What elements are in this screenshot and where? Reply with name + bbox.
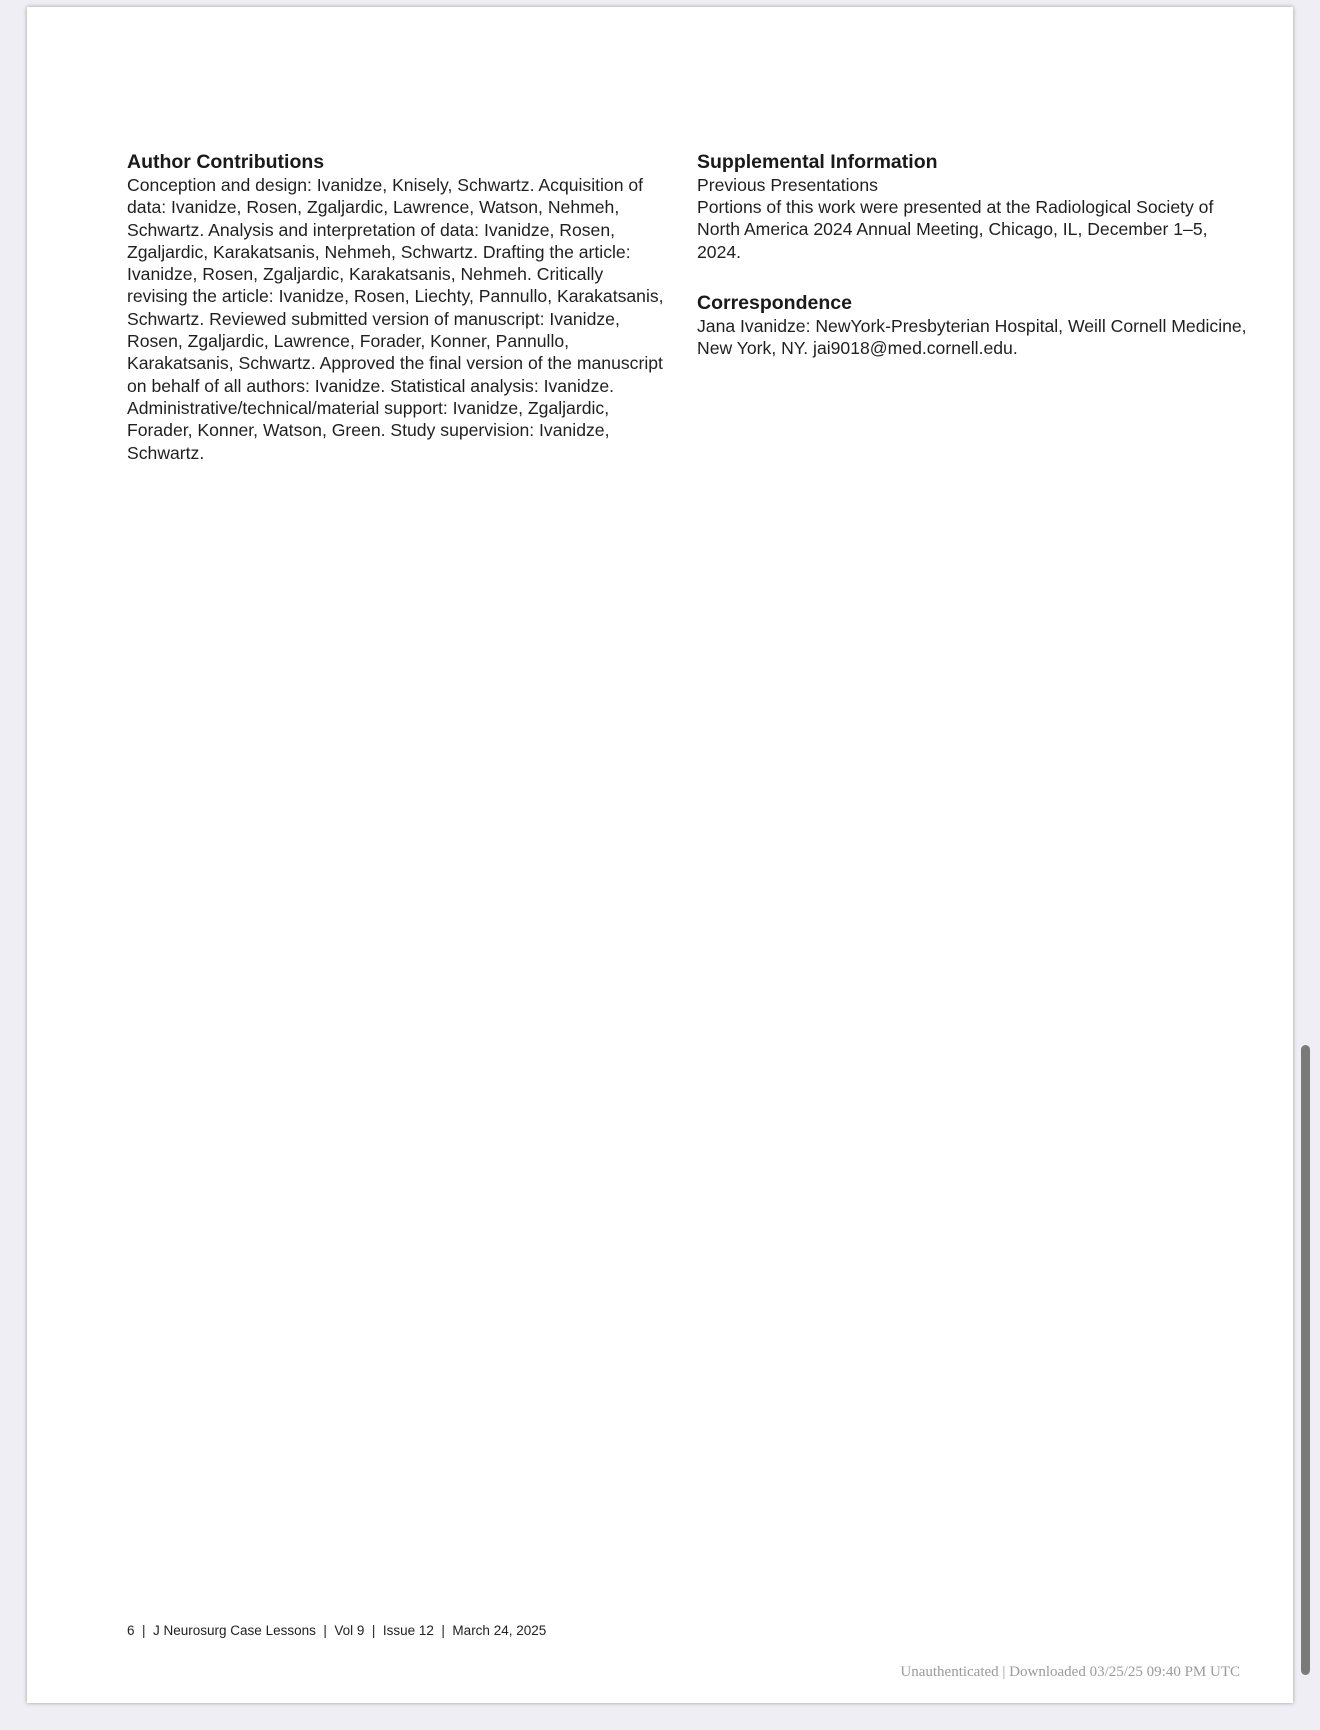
author-contributions-section	[127, 150, 667, 464]
previous-presentations-subheading: Previous Presentations	[697, 175, 878, 195]
supplemental-information-section	[697, 150, 1252, 263]
page-footer-citation: 6 | J Neurosurg Case Lessons | Vol 9 | Issue 12 | March 24, 2025	[127, 1623, 547, 1638]
author-contributions-heading: Author Contributions	[127, 151, 325, 173]
right-column	[697, 150, 1252, 387]
supplemental-information-heading: Supplemental Information	[697, 151, 938, 173]
author-contributions-text: Conception and design: Ivanidze, Knisely, Schwartz. Acquisition of data: Ivanidze, Rosen, Zgaljardic, Lawrence, Watson, Nehmeh, Schwartz. Analysis and interpretation of data: Ivanidze, Rosen, Zgaljardic, Karakatsanis, Nehmeh, Schwartz. Drafting the article: Ivanidze, Rosen, Zgaljardic, Karakatsanis, Nehmeh. Critically revising the article: Ivanidze, Rosen, Liechty, Pannullo, Karakatsanis, Schwartz. Reviewed submitted version of manuscript: Ivanidze, Rosen, Zgaljardic, Lawrence, Forader, Konner, Pannullo, Karakatsanis, Schwartz. Approved the final version of the manuscript on behalf of all authors: Ivanidze. Statistical analysis: Ivanidze. Administrative/technical/material support: Ivanidze, Zgaljardic, Forader, Konner, Watson, Green. Study supervision: Ivanidze, Schwartz.	[127, 175, 664, 463]
correspondence-heading: Correspondence	[697, 291, 852, 314]
document-page	[27, 7, 1293, 1703]
correspondence-text: Jana Ivanidze: NewYork-Presbyterian Hospital, Weill Cornell Medicine, New York, NY. jai9018@med.cornell.edu.	[697, 315, 1247, 359]
vertical-scrollbar[interactable]	[1301, 1045, 1310, 1675]
correspondence-section	[697, 291, 1252, 360]
previous-presentations-text: Portions of this work were presented at the Radiological Society of North America 2024 Annual Meeting, Chicago, IL, December 1–5, 2024.	[697, 197, 1214, 262]
download-notice: Unauthenticated | Downloaded 03/25/25 09:40 PM UTC	[900, 1664, 1240, 1680]
